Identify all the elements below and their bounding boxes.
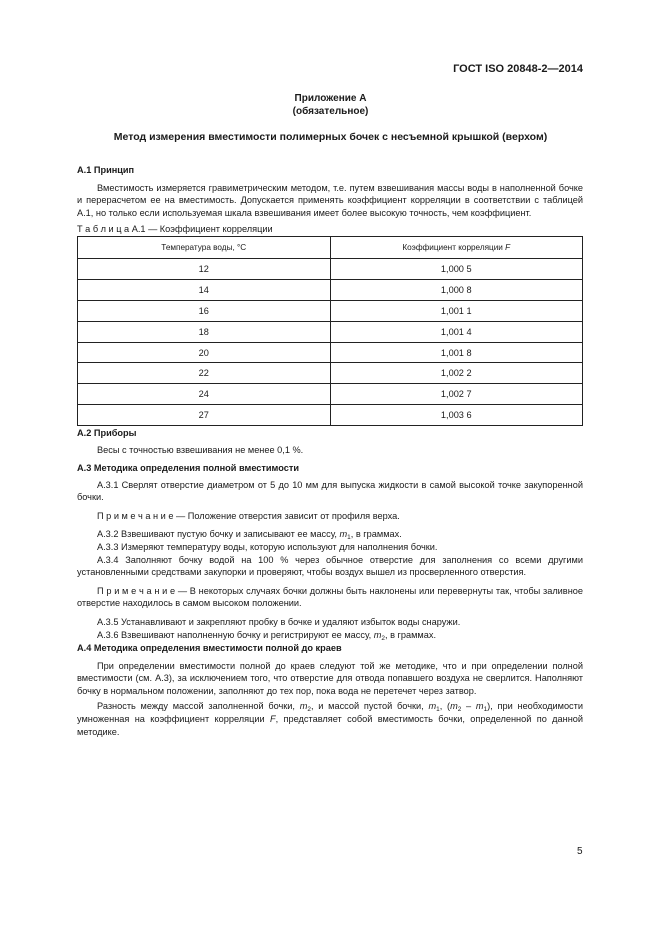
note-1-label: П р и м е ч а н и е (97, 510, 174, 521)
page-number: 5 (577, 846, 583, 857)
note-2 (77, 585, 583, 610)
mass-symbol: m (475, 701, 484, 712)
table-row (78, 300, 583, 321)
text-run: , представляет собой вместимость бочки, определенной по данной методике. (77, 713, 584, 737)
column-header-coefficient-symbol: F (505, 243, 511, 252)
section-a4-paragraph-1: При определении вместимости полной до краев следуют той же методике, что и при определении полной вместимости (см. А.3), за исключением того, что отверстие для отвода попавшего воздуха не сверлится. Наполняют бочку в нормальном положении, заполняют до тех пор, пока вода не перетечет через затвор. (77, 660, 583, 696)
table-cell-temperature: 16 (78, 300, 331, 321)
table-header-row (78, 237, 583, 259)
section-a1-heading: А.1 Принцип (77, 165, 135, 175)
column-header-coefficient (330, 237, 583, 259)
table-caption (77, 223, 583, 236)
appendix-subtitle: (обязательное) (292, 106, 369, 117)
section-a1 (77, 164, 583, 219)
mass-subscript: 1 (483, 706, 488, 714)
correlation-table (77, 236, 583, 426)
mass-subscript: 1 (347, 534, 351, 542)
mass-subscript: 2 (381, 634, 385, 642)
table-cell-temperature: 27 (78, 405, 331, 426)
step-a3-2 (77, 528, 583, 541)
step-a3-2-suffix: , в граммах. (350, 529, 402, 540)
step-a3-6-text: А.3.6 Взвешивают наполненную бочку и регистрируют ее массу, (97, 629, 374, 640)
table-cell-temperature: 18 (78, 321, 331, 342)
section-a1-text: Вместимость измеряется гравиметрическим методом, т.е. путем взвешивания массы воды в наполненной бочке и перерасчетом ее на вместимость. Допускается применять коэффициент корреляции в соответствии с таблицей А.1, но только если используемая шкала взвешивания имеет более высокую точность, чем коэффициент. (77, 182, 583, 218)
mass-symbol: m (373, 629, 382, 640)
standard-header: ГОСТ ISO 20848-2—2014 (453, 63, 583, 75)
text-run: , и массой пустой бочки, (310, 701, 429, 712)
mass-symbol: m (339, 529, 348, 540)
table-cell-coefficient: 1,001 8 (330, 342, 583, 363)
table-cell-temperature: 14 (78, 279, 331, 300)
section-a3 (77, 462, 583, 641)
mass-symbol: m (299, 701, 308, 712)
section-a2-heading: А.2 Приборы (77, 428, 137, 438)
table-cell-coefficient: 1,001 1 (330, 300, 583, 321)
step-a3-6-suffix: , в граммах. (385, 629, 436, 640)
table-cell-coefficient: 1,000 5 (330, 259, 583, 280)
appendix-title: Приложение А (294, 93, 367, 104)
section-a2 (77, 427, 583, 456)
step-a3-3: А.3.3 Измеряют температуру воды, которую используют для наполнения бочки. (97, 541, 438, 552)
table-row (78, 363, 583, 384)
note-1-text: — Положение отверстия зависит от профиля верха. (173, 510, 400, 521)
note-2-label: П р и м е ч а н и е (97, 585, 176, 596)
text-run: – (461, 701, 476, 712)
table-caption-label: Т а б л и ц а (77, 224, 130, 234)
note-2-text: — В некоторых случаях бочки должны быть наклонены или перевернуты так, чтобы заливное отверстие находилось в самом высоком положении. (77, 585, 583, 609)
step-a3-4: А.3.4 Заполняют бочку водой на 100 % через обычное отверстие для заполнения со всеми другими установленными средствами закупорки и проверяют, чтобы воздух вышел из просверленного отверстия. (77, 554, 583, 578)
table-caption-text: А.1 — Коэффициент корреляции (129, 224, 273, 234)
mass-subscript: 1 (436, 706, 440, 714)
text-run: Разность между массой заполненной бочки, (97, 701, 300, 712)
table-cell-temperature: 22 (78, 363, 331, 384)
table-row (78, 259, 583, 280)
table-cell-coefficient: 1,002 2 (330, 363, 583, 384)
table-cell-coefficient: 1,000 8 (330, 279, 583, 300)
table-cell-coefficient: 1,002 7 (330, 384, 583, 405)
table-cell-coefficient: 1,001 4 (330, 321, 583, 342)
step-a3-1: А.3.1 Сверлят отверстие диаметром от 5 до 10 мм для выпуска жидкости в самой высокой точке закупоренной бочки. (77, 479, 583, 503)
section-a3-heading: А.3 Методика определения полной вместимости (77, 463, 299, 473)
table-cell-temperature: 20 (78, 342, 331, 363)
column-header-temperature: Температура воды, °С (78, 237, 331, 259)
section-a2-text: Весы с точностью взвешивания не менее 0,1 %. (97, 444, 304, 455)
mass-subscript: 2 (457, 706, 462, 714)
text-run: ), при необходимости умноженная на коэффициент корреляции (77, 701, 583, 724)
table-cell-temperature: 24 (78, 384, 331, 405)
coefficient-symbol: F (270, 713, 276, 724)
table-row (78, 342, 583, 363)
section-a4 (77, 642, 583, 738)
table-row (78, 279, 583, 300)
table-cell-coefficient: 1,003 6 (330, 405, 583, 426)
table-row (78, 384, 583, 405)
note-1 (77, 510, 583, 523)
mass-symbol: m (450, 701, 458, 712)
mass-symbol: m (428, 701, 437, 712)
step-a3-5: А.3.5 Устанавливают и закрепляют пробку в бочке и удаляют избыток воды снаружи. (97, 616, 461, 627)
table-row (78, 321, 583, 342)
section-a4-paragraph-2 (77, 700, 583, 738)
column-header-coefficient-text: Коэффициент корреляции (402, 243, 506, 252)
text-run: , ( (439, 701, 451, 712)
main-title: Метод измерения вместимости полимерных бочек с несъемной крышкой (верхом) (113, 131, 548, 143)
step-a3-2-text: А.3.2 Взвешивают пустую бочку и записывают ее массу, (97, 529, 340, 540)
mass-subscript: 2 (307, 706, 311, 714)
table-row (78, 405, 583, 426)
step-a3-6 (77, 629, 583, 642)
table-cell-temperature: 12 (78, 259, 331, 280)
section-a4-heading: А.4 Методика определения вместимости полной до краев (77, 643, 342, 653)
